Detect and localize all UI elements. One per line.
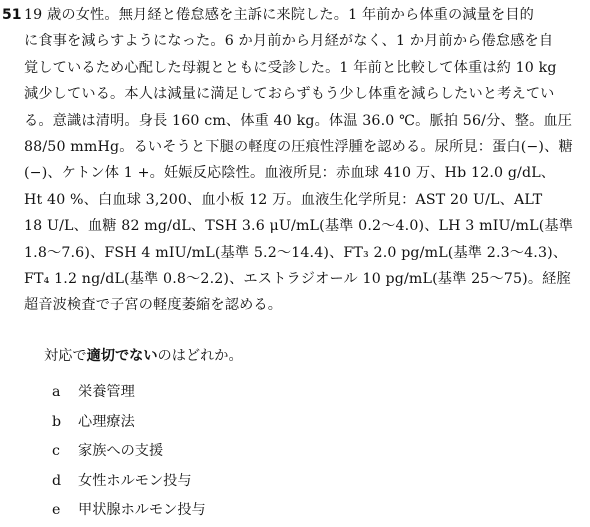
stem-line: に食事を減らすようになった。6 か月前から月経がなく、1 か月前から倦怠感を自 xyxy=(24,33,554,50)
choice-letter: a xyxy=(52,384,61,400)
prompt-before: 対応で xyxy=(44,348,87,364)
question-prompt xyxy=(44,343,243,369)
question-stem xyxy=(24,2,580,319)
choice-c[interactable] xyxy=(52,437,206,467)
stem-line: 19 歳の女性。無月経と倦怠感を主訴に来院した。1 年前から体重の減量を目的 xyxy=(24,7,534,23)
choice-text: 家族への支援 xyxy=(78,443,164,459)
answer-choices xyxy=(52,378,206,526)
stem-line: 超音波検査で子宮の軽度萎縮を認める。 xyxy=(24,297,283,314)
stem-line: 覚しているため心配した母親とともに受診した。1 年前と比較して体重は約 10 kg xyxy=(24,59,557,76)
stem-line: 88/50 mmHg。るいそうと下腿の軽度の圧痕性浮腫を認める。尿所見：蛋白(−)、糖 xyxy=(24,138,573,155)
choice-a[interactable] xyxy=(52,378,206,408)
stem-line: 減少している。本人は減量に満足しておらずもう少し体重を減らしたいと考えてい xyxy=(24,86,555,103)
choice-b[interactable] xyxy=(52,408,206,438)
choice-text: 甲状腺ホルモン投与 xyxy=(78,502,206,518)
stem-line: る。意識は清明。身長 160 cm、体重 40 kg。体温 36.0 ℃。脈拍 56/分、整。血圧 xyxy=(24,112,573,129)
stem-line: FT₄ 1.2 ng/dL(基準 0.8〜2.2)、エストラジオール 10 pg/mL(基準 25〜75)。経腟 xyxy=(24,270,571,287)
stem-line: 18 U/L、血糖 82 mg/dL、TSH 3.6 μU/mL(基準 0.2〜4.0)、LH 3 mIU/mL(基準 xyxy=(24,218,574,235)
choice-letter: d xyxy=(52,472,62,489)
choice-text: 心理療法 xyxy=(78,413,135,430)
prompt-emphasis: 適切でない xyxy=(86,348,158,364)
choice-text: 女性ホルモン投与 xyxy=(78,472,192,489)
choice-letter: b xyxy=(52,413,62,430)
choice-text: 栄養管理 xyxy=(78,384,135,400)
stem-line: 1.8〜7.6)、FSH 4 mIU/mL(基準 5.2〜14.4)、FT₃ 2.0 pg/mL(基準 2.3〜4.3)、 xyxy=(24,244,568,261)
choice-letter: c xyxy=(52,443,60,459)
choice-e[interactable] xyxy=(52,496,206,526)
choice-d[interactable] xyxy=(52,467,206,497)
stem-line: (−)、ケトン体 1 +。妊娠反応陰性。血液所見：赤血球 410 万、Hb 12.0 g/dL、 xyxy=(24,165,556,182)
stem-line: Ht 40 %、白血球 3,200、血小板 12 万。血液生化学所見：AST 20 U/L、ALT xyxy=(24,191,543,208)
choice-letter: e xyxy=(52,502,61,518)
prompt-after: のはどれか。 xyxy=(157,348,243,364)
question-number: 51 xyxy=(2,7,22,23)
